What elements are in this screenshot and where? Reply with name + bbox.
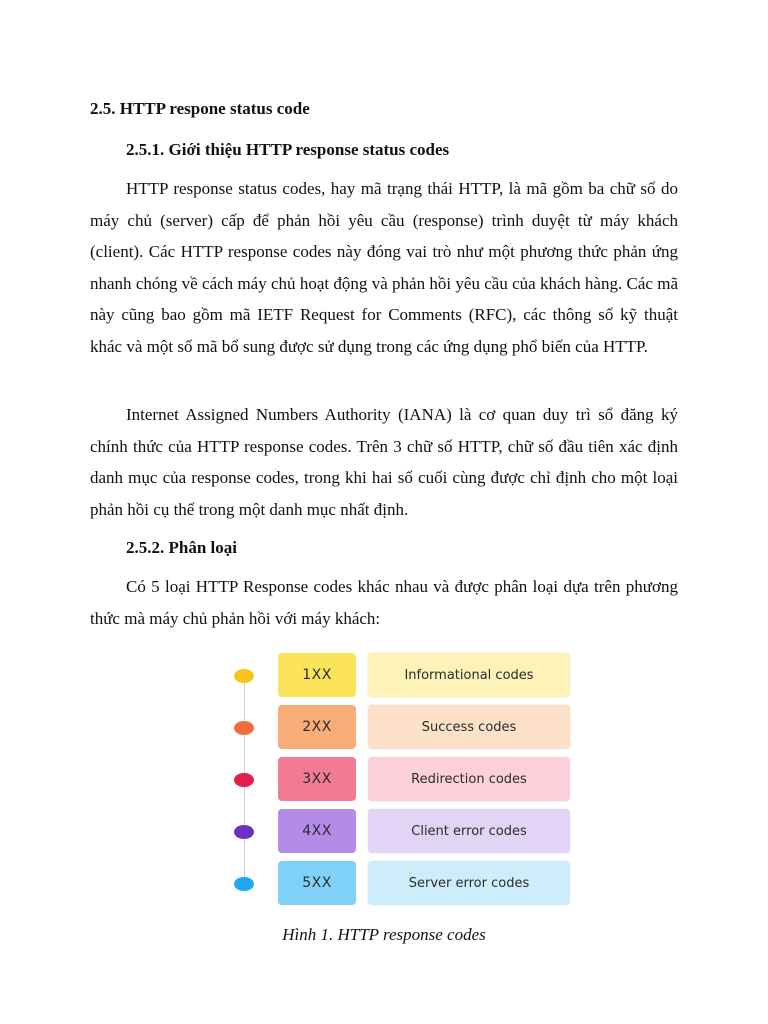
code-row-1xx: [226, 653, 586, 697]
timeline-dot-1xx: [234, 669, 254, 683]
label-box-4xx: Client error codes: [368, 809, 570, 853]
subsection-heading-intro: 2.5.1. Giới thiệu HTTP response status codes: [126, 140, 450, 159]
http-codes-figure: [226, 645, 586, 915]
code-box-5xx: 5XX: [278, 861, 356, 905]
code-box-3xx: 3XX: [278, 757, 356, 801]
code-row-4xx: [226, 809, 586, 853]
code-box-1xx: 1XX: [278, 653, 356, 697]
code-row-2xx: [226, 705, 586, 749]
label-box-1xx: Informational codes: [368, 653, 570, 697]
label-box-3xx: Redirection codes: [368, 757, 570, 801]
timeline-dot-3xx: [234, 773, 254, 787]
code-row-3xx: [226, 757, 586, 801]
timeline-dot-4xx: [234, 825, 254, 839]
label-box-2xx: Success codes: [368, 705, 570, 749]
figure-caption: Hình 1. HTTP response codes: [282, 925, 486, 944]
classification-paragraph: Có 5 loại HTTP Response codes khác nhau và được phân loại dựa trên phương thức mà máy chủ phản hồi với máy khách:: [90, 577, 678, 628]
timeline-dot-5xx: [234, 877, 254, 891]
code-box-2xx: 2XX: [278, 705, 356, 749]
intro-paragraph-1: HTTP response status codes, hay mã trạng thái HTTP, là mã gồm ba chữ số do máy chủ (server) cấp để phản hồi yêu cầu (response) trình duyệt từ máy khách (client). Các HTTP response codes này đóng vai trò như một phương thức phản ứng nhanh chóng về cách máy chủ hoạt động và phản hồi yêu cầu của khách hàng. Các mã này cũng bao gồm mã IETF Request for Comments (RFC), các thông số kỹ thuật khác và một số mã bổ sung được sử dụng trong các ứng dụng phổ biến của HTTP.: [90, 179, 678, 356]
label-box-5xx: Server error codes: [368, 861, 570, 905]
code-box-4xx: 4XX: [278, 809, 356, 853]
code-row-5xx: [226, 861, 586, 905]
intro-paragraph-2: Internet Assigned Numbers Authority (IANA) là cơ quan duy trì sổ đăng ký chính thức của HTTP response codes. Trên 3 chữ số HTTP, chữ số đầu tiên xác định danh mục của response codes, trong khi hai số cuối cùng được chỉ định cho một loại phản hồi cụ thể trong một danh mục nhất định.: [90, 405, 678, 519]
section-heading: 2.5. HTTP respone status code: [90, 99, 310, 118]
subsection-heading-classification: 2.5.2. Phân loại: [126, 538, 237, 557]
timeline-dot-2xx: [234, 721, 254, 735]
